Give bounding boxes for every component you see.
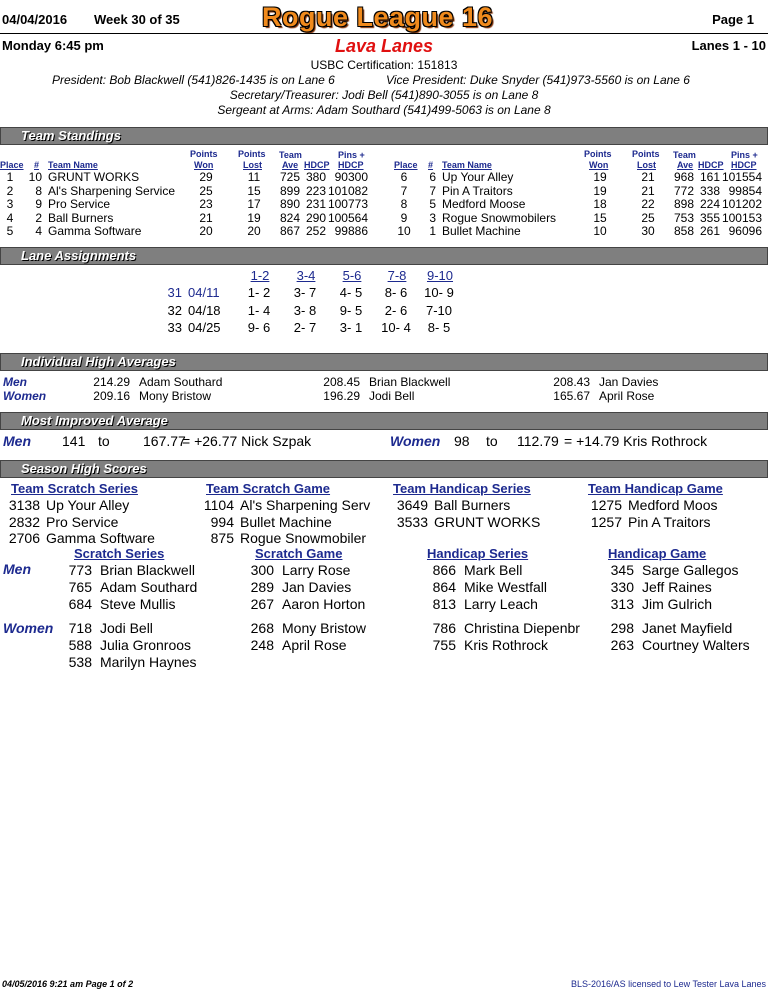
lane-matchup: 9- 6 bbox=[247, 320, 271, 335]
lane-week: 33 bbox=[167, 320, 182, 335]
standings-ave-cell: 858 bbox=[673, 224, 694, 238]
individual-high-name: Aaron Horton bbox=[282, 595, 366, 612]
standings-hdcp-cell: 261 bbox=[699, 224, 720, 238]
individual-high-heading: Scratch Series bbox=[74, 546, 165, 561]
individual-high-score: 268 bbox=[250, 620, 274, 636]
individual-high-name: Mony Bristow bbox=[282, 620, 367, 636]
high-avg-name: Mony Bristow bbox=[139, 389, 212, 403]
standings-ave-cell: 898 bbox=[673, 197, 694, 211]
team-high-name: GRUNT WORKS bbox=[434, 513, 541, 530]
individual-high-score: 684 bbox=[68, 595, 92, 612]
standings-place-cell: 9 bbox=[400, 210, 408, 225]
section-high-averages: Individual High Averages bbox=[0, 353, 768, 371]
individual-high-name: Jan Davies bbox=[282, 578, 352, 595]
secretary: Secretary/Treasurer: Jodi Bell (541)890-3055 is on Lane 8 bbox=[229, 88, 539, 102]
standings-won-cell: 20 bbox=[199, 224, 213, 238]
standings-pins-cell: 100153 bbox=[721, 210, 762, 225]
standings-num-cell: 8 bbox=[35, 183, 42, 198]
lane-matchup: 1- 4 bbox=[247, 302, 271, 318]
standings-num-cell: 1 bbox=[429, 224, 436, 238]
standings-lost-cell: 19 bbox=[247, 210, 261, 225]
individual-high-score: 263 bbox=[610, 636, 634, 653]
president: President: Bob Blackwell (541)826-1435 is on Lane 6 bbox=[52, 73, 335, 87]
individual-high-name: Brian Blackwell bbox=[100, 562, 195, 578]
standings-hdcp-cell: 355 bbox=[699, 210, 720, 225]
standings-ave-cell: 899 bbox=[279, 183, 300, 198]
standings-pins-cell: 100564 bbox=[327, 210, 368, 225]
individual-high-name: Marilyn Haynes bbox=[100, 653, 197, 670]
individual-high-score: 248 bbox=[250, 636, 274, 653]
standings-hdcp-cell: 224 bbox=[699, 197, 720, 211]
standings-num-cell: 10 bbox=[28, 170, 42, 184]
individual-high-name: Mike Westfall bbox=[464, 578, 547, 595]
standings-won-cell: 23 bbox=[199, 197, 213, 211]
high-avg-value: 165.67 bbox=[553, 389, 590, 403]
standings-pins-cell: 90300 bbox=[334, 170, 368, 184]
individual-high-name: Steve Mullis bbox=[100, 595, 176, 612]
standings-lost-cell: 15 bbox=[247, 183, 261, 198]
league-title: Rogue League 16 bbox=[262, 2, 494, 32]
improved-women-gain: = +14.79 Kris Rothrock bbox=[564, 433, 708, 449]
lane-pair-header: 1-2 bbox=[250, 268, 270, 283]
standings-won-cell: 21 bbox=[199, 210, 213, 225]
individual-high-name: Sarge Gallegos bbox=[642, 562, 739, 578]
high-avg-value: 196.29 bbox=[323, 389, 360, 403]
improved-women-to: to bbox=[486, 433, 498, 449]
standings-team-cell: Gamma Software bbox=[48, 224, 142, 238]
team-high-score: 3649 bbox=[396, 497, 428, 513]
individual-high-score: 345 bbox=[610, 562, 634, 578]
standings-ave-cell: 867 bbox=[279, 224, 300, 238]
individual-high-score: 588 bbox=[68, 636, 92, 653]
week-label: Week 30 of 35 bbox=[94, 12, 180, 27]
lane-matchup: 8- 6 bbox=[384, 285, 408, 300]
section-team-standings: Team Standings bbox=[0, 127, 768, 145]
standings-team-cell: Rogue Snowmobilers bbox=[442, 210, 557, 225]
standings-hdcp-cell: 338 bbox=[699, 183, 720, 198]
season-women-label: Women bbox=[3, 620, 54, 636]
team-high-score: 1257 bbox=[590, 513, 622, 530]
lane-pair-header: 3-4 bbox=[296, 268, 316, 283]
individual-high-score: 866 bbox=[432, 562, 456, 578]
high-avg-women-label: Women bbox=[3, 389, 47, 403]
standings-place-cell: 1 bbox=[6, 170, 14, 184]
high-avg-name: Jodi Bell bbox=[369, 389, 415, 403]
individual-high-score: 538 bbox=[68, 653, 92, 670]
standings-won-cell: 19 bbox=[593, 183, 607, 198]
standings-num-cell: 2 bbox=[35, 210, 42, 225]
standings-place-cell: 10 bbox=[397, 224, 411, 238]
individual-high-name: Janet Mayfield bbox=[642, 620, 733, 636]
lane-week: 31 bbox=[167, 285, 182, 300]
individual-high-name: Jodi Bell bbox=[100, 620, 153, 636]
standings-won-cell: 15 bbox=[593, 210, 607, 225]
center-name: Lava Lanes bbox=[334, 36, 434, 56]
individual-high-name: April Rose bbox=[282, 636, 347, 653]
lane-matchup: 3- 8 bbox=[293, 302, 317, 318]
individual-high-score: 864 bbox=[432, 578, 456, 595]
standings-ave-cell: 772 bbox=[673, 183, 694, 198]
improved-men-to: to bbox=[98, 433, 110, 449]
standings-hdcp-cell: 161 bbox=[699, 170, 720, 184]
standings-won-cell: 25 bbox=[199, 183, 213, 198]
team-high-score: 2832 bbox=[8, 513, 40, 530]
standings-hdcp-cell: 231 bbox=[305, 197, 326, 211]
standings-ave-cell: 725 bbox=[279, 170, 300, 184]
individual-high-score: 765 bbox=[68, 578, 92, 595]
individual-high-name: Jeff Raines bbox=[642, 578, 712, 595]
standings-ave-cell: 753 bbox=[673, 210, 694, 225]
individual-high-name: Julia Gronroos bbox=[100, 636, 192, 653]
standings-place-cell: 4 bbox=[6, 210, 14, 225]
high-avg-value: 214.29 bbox=[93, 375, 130, 389]
standings-place-cell: 7 bbox=[400, 183, 408, 198]
team-high-name: Al's Sharpening Serv bbox=[240, 497, 371, 513]
standings-pins-cell: 101082 bbox=[327, 183, 368, 198]
standings-hdcp-cell: 223 bbox=[305, 183, 326, 198]
standings-won-cell: 10 bbox=[593, 224, 607, 238]
team-high-score-heading: Team Handicap Game bbox=[588, 481, 723, 496]
standings-num-cell: 3 bbox=[429, 210, 436, 225]
team-high-score: 3138 bbox=[8, 497, 40, 513]
team-high-name: Rogue Snowmobiler bbox=[240, 530, 367, 546]
footer-print-info: 04/05/2016 9:21 am Page 1 of 2 bbox=[2, 979, 134, 989]
team-high-score: 1104 bbox=[203, 497, 234, 513]
high-avg-value: 209.16 bbox=[93, 389, 130, 403]
individual-high-heading: Scratch Game bbox=[255, 546, 343, 561]
team-high-score: 1275 bbox=[590, 497, 622, 513]
individual-high-score: 289 bbox=[250, 578, 274, 595]
lane-pair-header: 5-6 bbox=[342, 268, 362, 283]
standings-won-cell: 29 bbox=[199, 170, 213, 184]
standings-lost-cell: 21 bbox=[641, 170, 655, 184]
improved-men-value: 167.77 bbox=[143, 433, 186, 449]
lane-pair-header: 9-10 bbox=[426, 268, 454, 283]
standings-pins-cell: 101554 bbox=[721, 170, 762, 184]
section-lane-assignments: Lane Assignments bbox=[0, 247, 768, 265]
section-most-improved: Most Improved Average bbox=[0, 412, 768, 430]
standings-hdcp-cell: 380 bbox=[305, 170, 326, 184]
individual-high-name: Jim Gulrich bbox=[642, 595, 713, 612]
standings-place-cell: 5 bbox=[6, 224, 14, 238]
team-high-score: 2706 bbox=[8, 530, 40, 546]
individual-high-score: 813 bbox=[432, 595, 456, 612]
individual-high-name: Christina Diepenbr bbox=[464, 620, 580, 636]
individual-high-name: Courtney Walters bbox=[642, 636, 750, 653]
standings-lost-cell: 22 bbox=[641, 197, 655, 211]
standings-team-cell: Pro Service bbox=[48, 197, 111, 211]
individual-high-score: 298 bbox=[610, 620, 634, 636]
individual-high-name: Larry Leach bbox=[464, 595, 538, 612]
lane-date: 04/18 bbox=[188, 302, 221, 318]
standings-ave-cell: 968 bbox=[673, 170, 694, 184]
standings-place-cell: 3 bbox=[6, 197, 14, 211]
lane-date: 04/25 bbox=[188, 320, 221, 335]
team-high-name: Up Your Alley bbox=[46, 497, 130, 513]
improved-women-value: 112.79 bbox=[517, 433, 559, 449]
standings-team-cell: Bullet Machine bbox=[442, 224, 521, 238]
standings-num-cell: 4 bbox=[35, 224, 42, 238]
improved-men-gain: = +26.77 Nick Szpak bbox=[182, 433, 312, 449]
standings-lost-cell: 17 bbox=[247, 197, 261, 211]
lane-matchup: 4- 5 bbox=[339, 285, 363, 300]
high-avg-value: 208.43 bbox=[553, 375, 590, 389]
individual-high-score: 313 bbox=[610, 595, 634, 612]
individual-high-score: 718 bbox=[68, 620, 92, 636]
header-divider bbox=[0, 33, 768, 34]
standings-won-cell: 18 bbox=[593, 197, 607, 211]
standings-team-cell: Medford Moose bbox=[442, 197, 526, 211]
standings-team-cell: Pin A Traitors bbox=[442, 183, 513, 198]
lane-matchup: 8- 5 bbox=[427, 320, 451, 335]
standings-num-cell: 6 bbox=[429, 170, 436, 184]
section-season-high-scores: Season High Scores bbox=[0, 460, 768, 478]
page-label: Page 1 bbox=[712, 12, 754, 27]
improved-women-label: Women bbox=[390, 433, 441, 449]
team-high-name: Ball Burners bbox=[434, 497, 511, 513]
day-time: Monday 6:45 pm bbox=[2, 38, 104, 53]
standings-team-cell: GRUNT WORKS bbox=[48, 170, 140, 184]
individual-high-name: Kris Rothrock bbox=[464, 636, 549, 653]
team-high-score: 875 bbox=[210, 530, 234, 546]
standings-team-cell: Up Your Alley bbox=[442, 170, 514, 184]
lane-matchup: 10- 9 bbox=[424, 285, 454, 300]
vice-president: Vice President: Duke Snyder (541)973-5560 is on Lane 6 bbox=[386, 73, 690, 87]
improved-women-from: 98 bbox=[454, 433, 470, 449]
individual-high-score: 755 bbox=[432, 636, 456, 653]
standings-ave-cell: 824 bbox=[279, 210, 300, 225]
lane-pair-header: 7-8 bbox=[387, 268, 407, 283]
high-avg-name: Brian Blackwell bbox=[369, 375, 451, 389]
standings-ave-cell: 890 bbox=[279, 197, 300, 211]
team-high-name: Medford Moos bbox=[628, 497, 718, 513]
sergeant: Sergeant at Arms: Adam Southard (541)499-5063 is on Lane 8 bbox=[217, 103, 551, 117]
individual-high-heading: Handicap Game bbox=[608, 546, 707, 561]
team-high-score: 3533 bbox=[396, 513, 428, 530]
high-avg-value: 208.45 bbox=[323, 375, 360, 389]
lane-matchup: 3- 1 bbox=[339, 320, 363, 335]
standings-lost-cell: 30 bbox=[641, 224, 655, 238]
standings-num-cell: 5 bbox=[429, 197, 436, 211]
team-high-name: Pro Service bbox=[46, 513, 119, 530]
standings-num-cell: 7 bbox=[429, 183, 436, 198]
lane-matchup: 10- 4 bbox=[381, 320, 411, 335]
lane-week: 32 bbox=[167, 302, 182, 318]
season-men-label: Men bbox=[3, 561, 31, 577]
lanes-label: Lanes 1 - 10 bbox=[691, 38, 766, 53]
team-high-name: Gamma Software bbox=[46, 530, 155, 546]
high-avg-name: April Rose bbox=[599, 389, 655, 403]
standings-place-cell: 2 bbox=[6, 183, 14, 198]
lane-date: 04/11 bbox=[188, 285, 220, 300]
lane-matchup: 7-10 bbox=[425, 302, 453, 318]
standings-pins-cell: 99886 bbox=[334, 224, 368, 238]
standings-lost-cell: 20 bbox=[247, 224, 261, 238]
lane-matchup: 1- 2 bbox=[247, 285, 271, 300]
lane-matchup: 2- 6 bbox=[384, 302, 408, 318]
standings-place-cell: 6 bbox=[400, 170, 408, 184]
improved-men-label: Men bbox=[3, 433, 31, 449]
standings-hdcp-cell: 290 bbox=[305, 210, 326, 225]
team-high-score-heading: Team Scratch Series bbox=[11, 481, 138, 496]
individual-high-score: 300 bbox=[250, 562, 274, 578]
lane-matchup: 9- 5 bbox=[339, 302, 363, 318]
standings-won-cell: 19 bbox=[593, 170, 607, 184]
standings-lost-cell: 11 bbox=[247, 170, 261, 184]
high-avg-name: Adam Southard bbox=[139, 375, 223, 389]
individual-high-score: 786 bbox=[432, 620, 456, 636]
team-high-score: 994 bbox=[210, 513, 234, 530]
standings-pins-cell: 99854 bbox=[728, 183, 762, 198]
individual-high-name: Larry Rose bbox=[282, 562, 351, 578]
standings-lost-cell: 21 bbox=[641, 183, 655, 198]
individual-high-score: 330 bbox=[610, 578, 634, 595]
individual-high-score: 267 bbox=[250, 595, 274, 612]
individual-high-score: 773 bbox=[68, 562, 92, 578]
standings-num-cell: 9 bbox=[35, 197, 42, 211]
standings-pins-cell: 101202 bbox=[721, 197, 762, 211]
report-date: 04/04/2016 bbox=[2, 12, 68, 27]
lane-matchup: 3- 7 bbox=[293, 285, 317, 300]
standings-hdcp-cell: 252 bbox=[305, 224, 326, 238]
team-high-name: Pin A Traitors bbox=[628, 513, 711, 530]
improved-men-from: 141 bbox=[62, 433, 86, 449]
standings-pins-cell: 96096 bbox=[728, 224, 762, 238]
high-avg-men-label: Men bbox=[3, 375, 27, 389]
standings-place-cell: 8 bbox=[400, 197, 408, 211]
lane-matchup: 2- 7 bbox=[293, 320, 317, 335]
individual-high-name: Mark Bell bbox=[464, 562, 523, 578]
usbc-cert: USBC Certification: 151813 bbox=[310, 58, 458, 72]
individual-high-heading: Handicap Series bbox=[427, 546, 529, 561]
standings-team-cell: Ball Burners bbox=[48, 210, 114, 225]
team-high-score-heading: Team Handicap Series bbox=[393, 481, 531, 496]
high-avg-name: Jan Davies bbox=[599, 375, 659, 389]
footer-license: BLS-2016/AS licensed to Lew Tester Lava Lanes bbox=[571, 979, 766, 989]
standings-pins-cell: 100773 bbox=[327, 197, 368, 211]
standings-lost-cell: 25 bbox=[641, 210, 655, 225]
team-high-score-heading: Team Scratch Game bbox=[206, 481, 331, 496]
team-high-name: Bullet Machine bbox=[240, 513, 332, 530]
standings-team-cell: Al's Sharpening Service bbox=[48, 183, 176, 198]
individual-high-name: Adam Southard bbox=[100, 578, 198, 595]
